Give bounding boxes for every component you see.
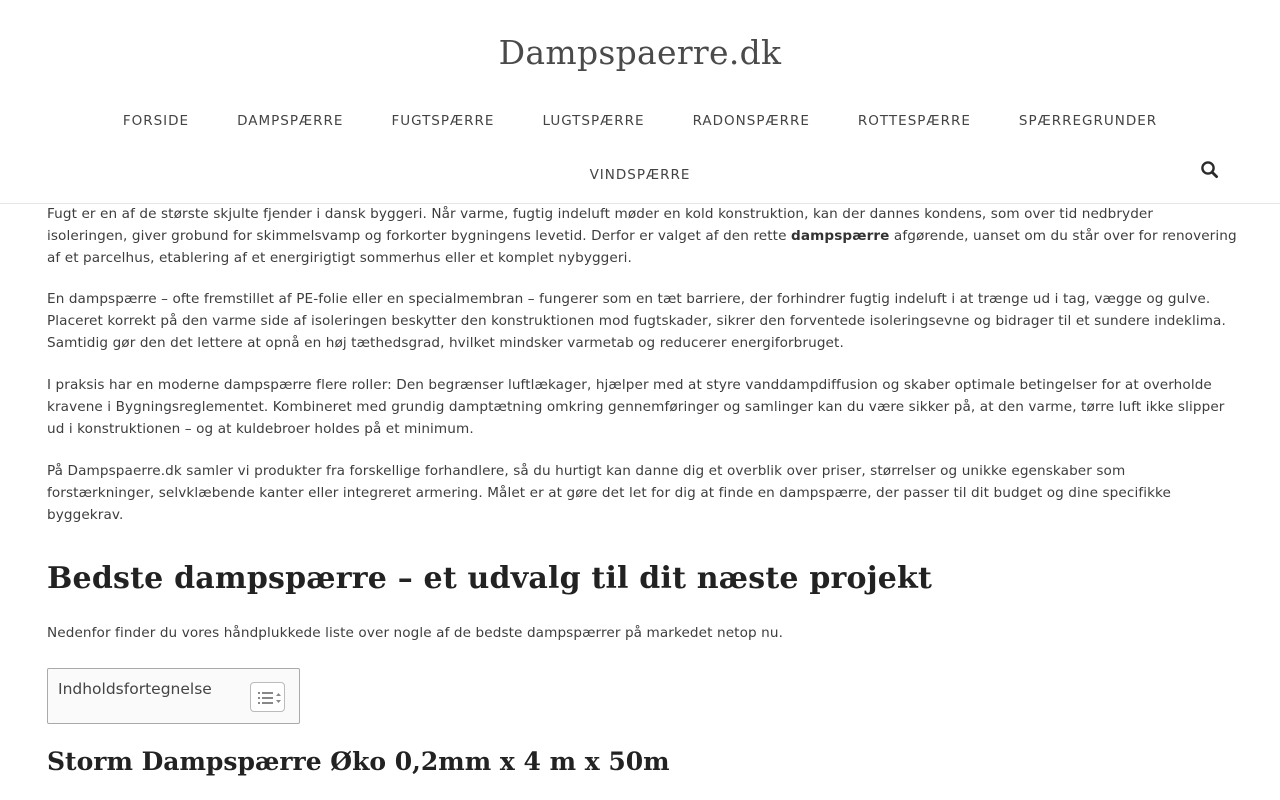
nav-item-dampspaerre[interactable]: DAMPSPÆRRE — [237, 113, 344, 129]
paragraph-1-end: afgørende, uanset om du står over for renovering af et parcelhus, etablering af et energirigtigt sommerhus eller et komplet nybyggeri. — [47, 228, 1237, 267]
list-toggle-icon[interactable] — [250, 682, 285, 712]
section-heading: Bedste dampspærre – et udvalg til dit næste projekt — [47, 561, 933, 596]
product-heading[interactable]: Storm Dampspærre Øko 0,2mm x 4 m x 50m — [47, 747, 670, 776]
paragraph-1-start: Fugt er en af de største skjulte fjender i dansk byggeri. Når varme, fugtig indeluft møder en kold konstruktion, kan der dannes kondens, som over tid nedbryder isoleringen, giver grobund for skimmelsvamp og forkorter bygningens levetid. Derfor er valget af den rette — [47, 206, 1154, 245]
paragraph-2: En dampspærre – ofte fremstillet af PE-folie eller en specialmembran – fungerer som en tæt barriere, der forhindrer fugtig indeluft i at trænge ud i tag, vægge og gulve. Placeret korrekt på den varme side af isoleringen beskytter den konstruktionen mod fugtskader, sikrer den forventede isoleringsevne og bidrager til et sundere indeklima. Samtidig gør den det lettere at opnå en høj tæthedsgrad, hvilket mindsker varmetab og reducerer energiforbruget. — [47, 291, 1226, 352]
nav-item-radonspaerre[interactable]: RADONSPÆRRE — [692, 113, 810, 129]
main-nav — [0, 113, 1280, 129]
site-header — [0, 0, 1280, 204]
keyword-dampspaerre: dampspærre — [791, 228, 890, 245]
nav-item-rottespaerre[interactable]: ROTTESPÆRRE — [857, 113, 971, 129]
nav-item-lugtspaerre[interactable]: LUGTSPÆRRE — [542, 113, 645, 129]
nav-item-vindspaerre[interactable]: VINDSPÆRRE — [589, 167, 691, 183]
table-of-contents — [47, 668, 300, 724]
paragraph-3: I praksis har en moderne dampspærre flere roller: Den begrænser luftlækager, hjælper med at styre vanddampdiffusion og skaber optimale betingelser for at overholde kravene i Bygningsreglementet. Kombineret med grundig damptætning omkring gennemføringer og samlinger kan du være sikker på, at den varme, tørre luft ikke slipper ud i konstruktionen – og at kuldebroer holdes på et minimum. — [47, 377, 1225, 438]
site-title[interactable]: Dampspaerre.dk — [498, 33, 782, 72]
search-icon[interactable] — [1199, 159, 1221, 181]
paragraph-1 — [47, 203, 1237, 270]
nav-item-forside[interactable]: FORSIDE — [122, 113, 190, 129]
main-nav-row-2 — [0, 167, 1280, 183]
nav-item-fugtspaerre[interactable]: FUGTSPÆRRE — [391, 113, 495, 129]
section-intro: Nedenfor finder du vores håndplukkede liste over nogle af de bedste dampspærrer på markedet netop nu. — [47, 625, 784, 641]
paragraph-4: På Dampspaerre.dk samler vi produkter fra forskellige forhandlere, så du hurtigt kan danne dig et overblik over priser, størrelser og unikke egenskaber som forstærkninger, selvklæbende kanter eller integreret armering. Målet er at gøre det let for dig at finde en dampspærre, der passer til dit budget og dine specifikke byggekrav. — [47, 463, 1172, 524]
toc-title: Indholdsfortegnelse — [58, 680, 212, 698]
nav-item-spaerregrunder[interactable]: SPÆRREGRUNDER — [1018, 113, 1158, 129]
